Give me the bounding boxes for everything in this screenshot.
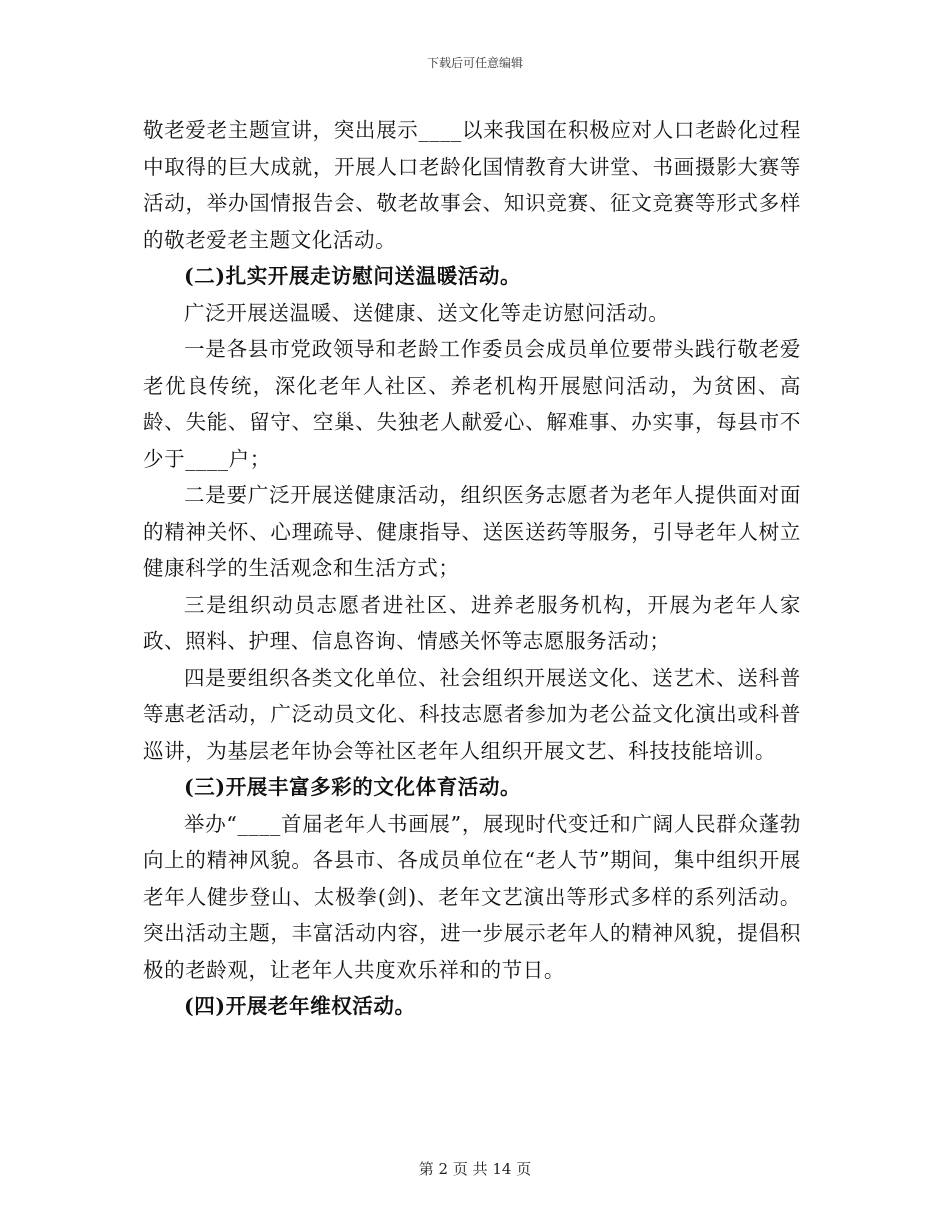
paragraph-intro: 敬老爱老主题宣讲，突出展示____以来我国在积极应对人口老龄化过程中取得的巨大成就，开展人口老龄化国情教育大讲堂、书画摄影大赛等活动，举办国情报告会、敬老故事会、知识竞赛、征文竞赛等形式多样的敬老爱老主题文化活动。 (143, 118, 801, 252)
page-header: 下载后可任意编辑 (426, 56, 523, 70)
page-footer: 第 2 页 共 14 页 (418, 1160, 532, 1178)
paragraph-visit-summary: 广泛开展送温暖、送健康、送文化等走访慰问活动。 (184, 300, 670, 325)
section-heading-2: (二)扎实开展走访慰问送温暖活动。 (184, 264, 522, 288)
document-body (143, 112, 801, 1025)
section-heading-3: (三)开展丰富多彩的文化体育活动。 (184, 775, 522, 799)
paragraph-item-4: 四是要组织各类文化单位、社会组织开展送文化、送艺术、送科普等惠老活动，广泛动员文化、科技志愿者参加为老公益文化演出或科普巡讲，为基层老年协会等社区老年人组织开展文艺、科技技能培训。 (143, 665, 801, 763)
section-heading-4: (四)开展老年维权活动。 (184, 994, 416, 1018)
paragraph-culture-sports: 举办“____首届老年人书画展”，展现时代变迁和广阔人民群众蓬勃向上的精神风貌。各县市、各成员单位在“老人节”期间，集中组织开展老年人健步登山、太极拳(剑)、老年文艺演出等形式多样的系列活动。突出活动主题，丰富活动内容，进一步展示老年人的精神风貌，提倡积极的老龄观，让老年人共度欢乐祥和的节日。 (143, 811, 801, 982)
paragraph-item-2: 二是要广泛开展送健康活动，组织医务志愿者为老年人提供面对面的精神关怀、心理疏导、健康指导、送医送药等服务，引导老年人树立健康科学的生活观念和生活方式； (143, 483, 801, 580)
paragraph-item-1: 一是各县市党政领导和老龄工作委员会成员单位要带头践行敬老爱老优良传统，深化老年人社区、养老机构开展慰问活动，为贫困、高龄、失能、留守、空巢、失独老人献爱心、解难事、办实事，每县市不少于____户； (143, 337, 801, 471)
paragraph-item-3: 三是组织动员志愿者进社区、进养老服务机构，开展为老年人家政、照料、护理、信息咨询、情感关怀等志愿服务活动； (143, 592, 801, 653)
